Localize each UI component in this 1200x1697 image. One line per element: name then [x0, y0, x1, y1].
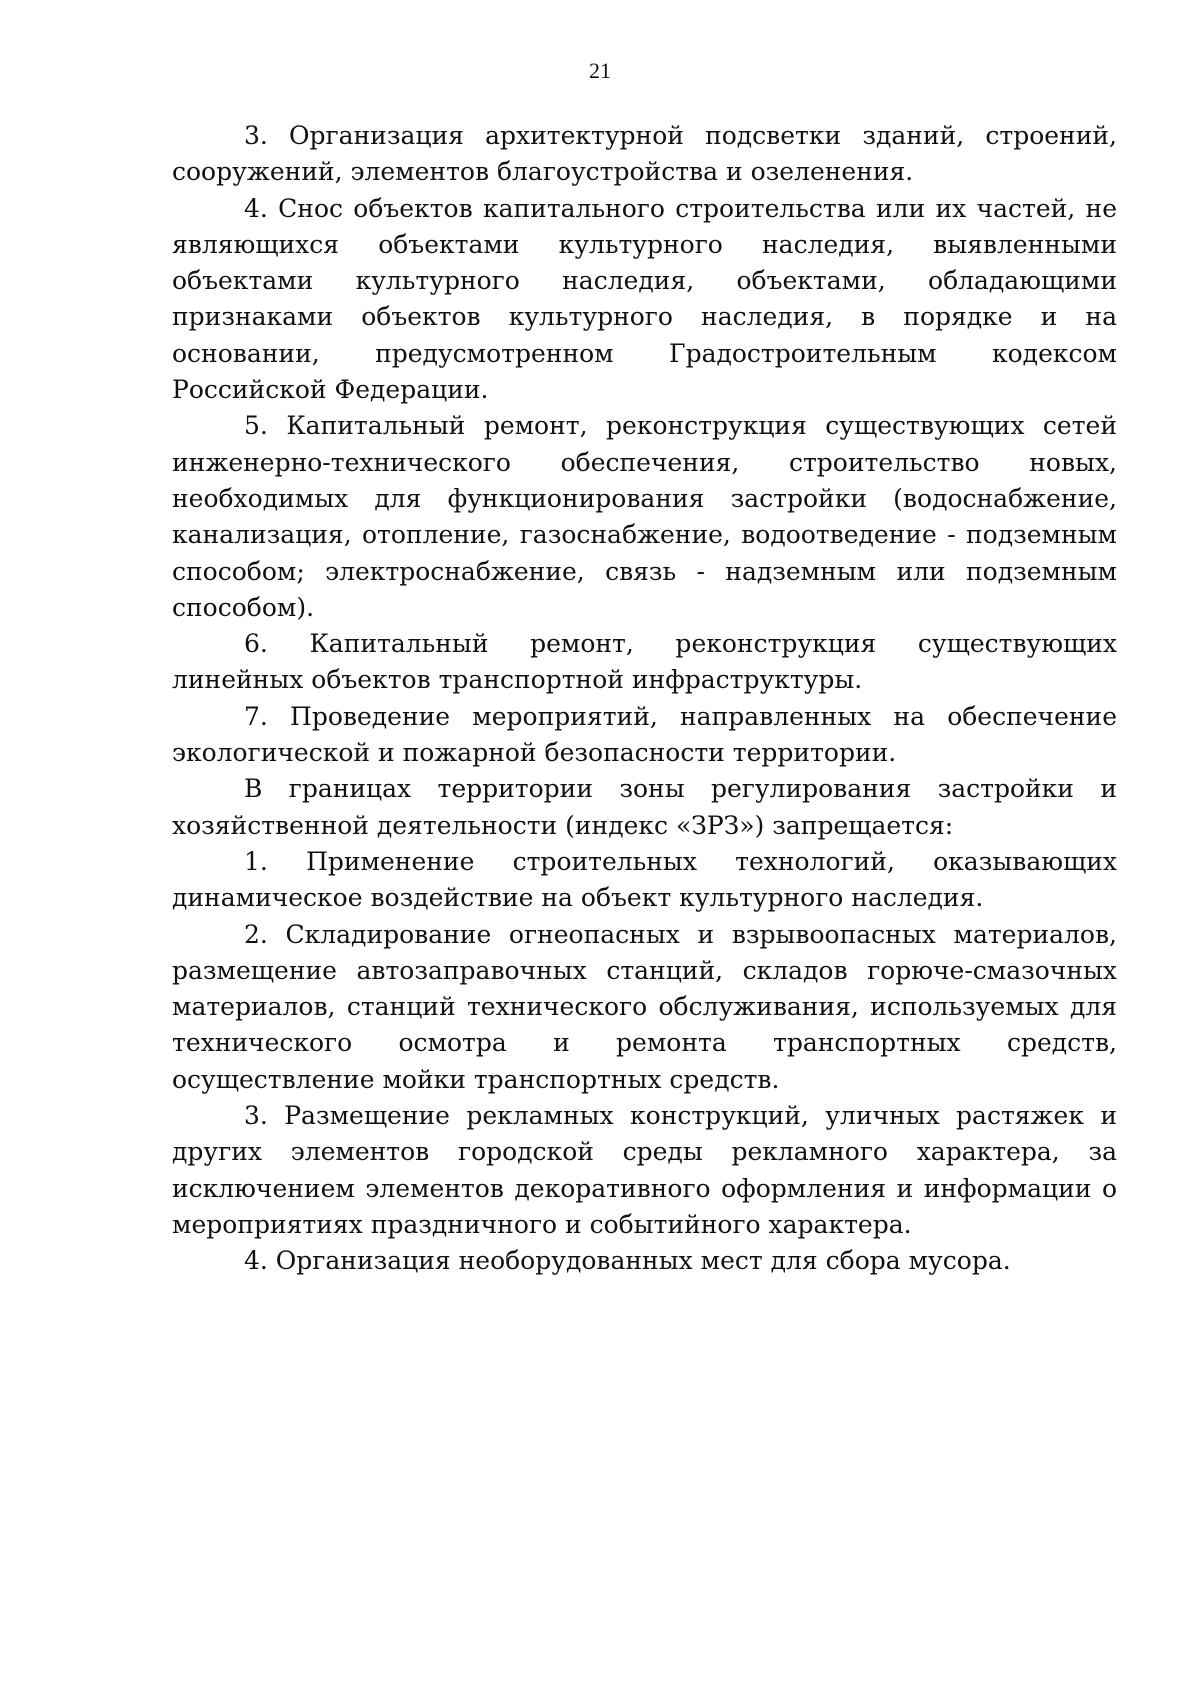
paragraph-8: 2. Складирование огнеопасных и взрывоопасных материалов, размещение автозаправочных станций, складов горюче-смазочных материалов, станций технического обслуживания, используемых для технического осмотра и ремонта транспортных средств, осуществление мойки транспортных средств.: [172, 919, 1117, 1094]
paragraph-10: 4. Организация необорудованных мест для сбора мусора.: [244, 1246, 1011, 1276]
paragraph-7: 1. Применение строительных технологий, оказывающих динамическое воздействие на объект культурного наследия.: [172, 846, 1117, 913]
paragraph-4: 6. Капитальный ремонт, реконструкция существующих линейных объектов транспортной инфраструктуры.: [172, 629, 1117, 695]
paragraph-6: В границах территории зоны регулирования застройки и хозяйственной деятельности (индекс «ЗРЗ») запрещается:: [172, 774, 1117, 840]
paragraph-2: 4. Снос объектов капитального строительства или их частей, не являющихся объектами культурного наследия, выявленными объектами культурного наследия, объектами, обладающими признаками объектов культурного наследия, в порядке и на основании, предусмотренном Градостроительным кодексом Российской Федерации.: [172, 193, 1117, 405]
document-body: [172, 118, 1117, 1280]
paragraph-5: 7. Проведение мероприятий, направленных на обеспечение экологической и пожарной безопасности территории.: [172, 701, 1117, 768]
paragraph-1: 3. Организация архитектурной подсветки зданий, строений, сооружений, элементов благоустройства и озеленения.: [172, 121, 1117, 187]
paragraph-3: 5. Капитальный ремонт, реконструкция существующих сетей инженерно-технического обеспечения, строительство новых, необходимых для функционирования застройки (водоснабжение, канализация, отопление, газоснабжение, водоотведение - подземным способом; электроснабжение, связь - надземным или подземным способом).: [172, 411, 1117, 622]
paragraph-9: 3. Размещение рекламных конструкций, уличных растяжек и других элементов городской среды рекламного характера, за исключением элементов декоративного оформления и информации о мероприятиях праздничного и событийного характера.: [172, 1101, 1117, 1239]
page-number: 21: [589, 58, 611, 83]
